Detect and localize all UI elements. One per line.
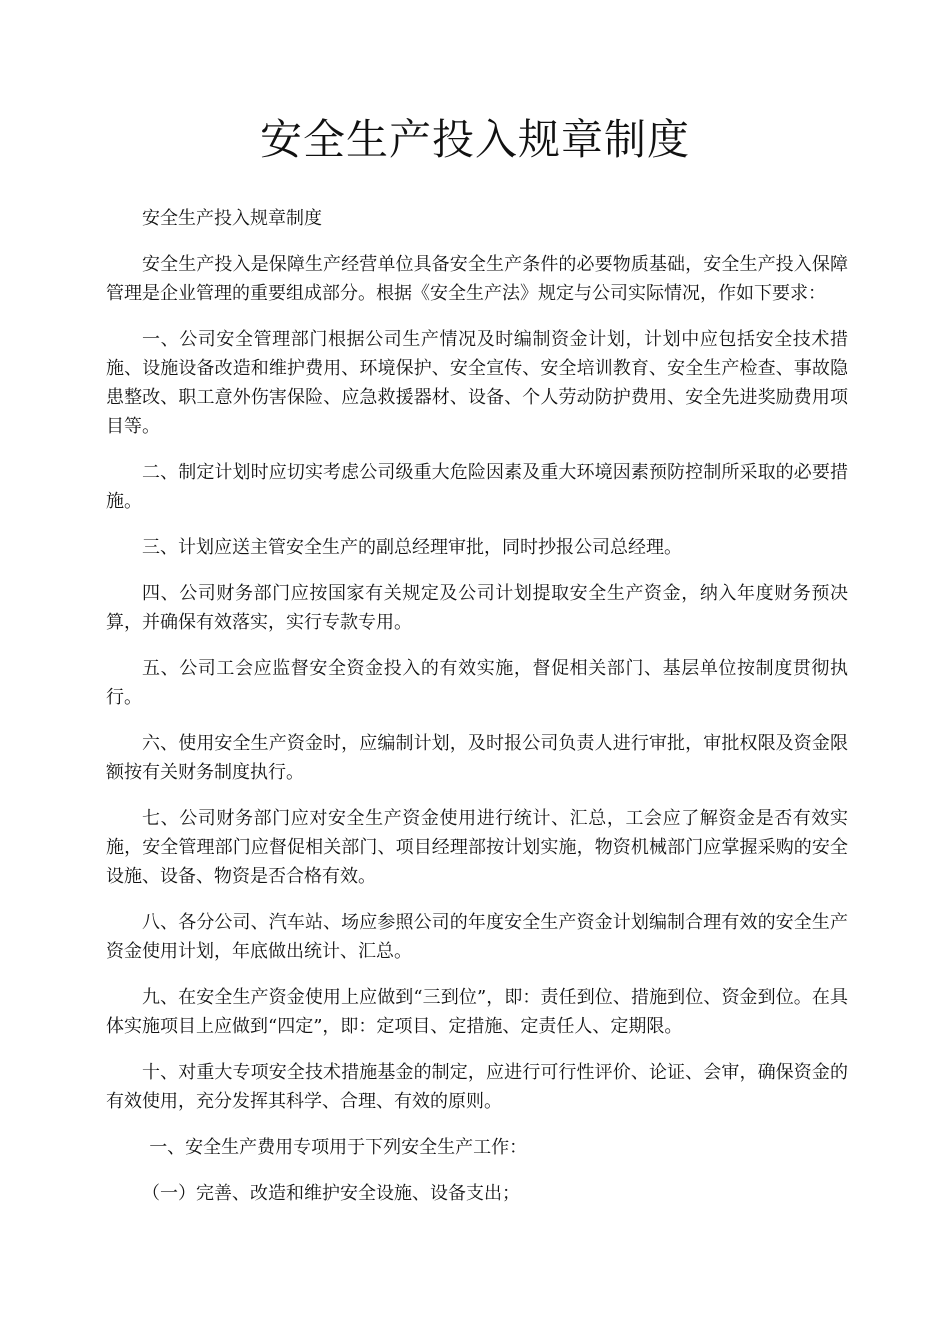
paragraph-clause-7: 七、公司财务部门应对安全生产资金使用进行统计、汇总，工会应了解资金是否有效实施，安全管理部门应督促相关部门、项目经理部按计划实施，物资机械部门应掌握采购的安全设施、设备、物资是否合格有效。 <box>106 808 848 887</box>
paragraph-clause-2: 二、制定计划时应切实考虑公司级重大危险因素及重大环境因素预防控制所采取的必要措施。 <box>106 462 848 512</box>
paragraph-subtitle: 安全生产投入规章制度 <box>142 208 322 229</box>
paragraph-clause-6: 六、使用安全生产资金时，应编制计划，及时报公司负责人进行审批，审批权限及资金限额按有关财务制度执行。 <box>106 733 848 783</box>
paragraph-clause-10: 十、对重大专项安全技术措施基金的制定，应进行可行性评价、论证、会审，确保资金的有效使用，充分发挥其科学、合理、有效的原则。 <box>106 1062 848 1112</box>
paragraph-clause-8: 八、各分公司、汽车站、场应参照公司的年度安全生产资金计划编制合理有效的安全生产资金使用计划，年底做出统计、汇总。 <box>106 912 848 962</box>
paragraph-list-item: （一）完善、改造和维护安全设施、设备支出； <box>142 1183 520 1204</box>
document-title: 安全生产投入规章制度 <box>259 115 690 164</box>
paragraph-clause-1: 一、公司安全管理部门根据公司生产情况及时编制资金计划，计划中应包括安全技术措施、设施设备改造和维护费用、环境保护、安全宣传、安全培训教育、安全生产检查、事故隐患整改、职工意外伤害保险、应急救援器材、设备、个人劳动防护费用、安全先进奖励费用项目等。 <box>106 329 848 437</box>
paragraph-clause-5: 五、公司工会应监督安全资金投入的有效实施，督促相关部门、基层单位按制度贯彻执行。 <box>106 658 848 708</box>
paragraph-section-heading: 一、安全生产费用专项用于下列安全生产工作： <box>149 1137 528 1158</box>
document-body <box>106 204 848 1225</box>
paragraph-intro: 安全生产投入是保障生产经营单位具备安全生产条件的必要物质基础，安全生产投入保障管理是企业管理的重要组成部分。根据《安全生产法》规定与公司实际情况，作如下要求： <box>106 254 848 304</box>
paragraph-clause-9: 九、在安全生产资金使用上应做到“三到位”，即：责任到位、措施到位、资金到位。在具体实施项目上应做到“四定”，即：定项目、定措施、定责任人、定期限。 <box>106 987 848 1037</box>
paragraph-clause-4: 四、公司财务部门应按国家有关规定及公司计划提取安全生产资金，纳入年度财务预决算，并确保有效落实，实行专款专用。 <box>106 583 848 633</box>
paragraph-clause-3: 三、计划应送主管安全生产的副总经理审批，同时抄报公司总经理。 <box>142 537 682 558</box>
